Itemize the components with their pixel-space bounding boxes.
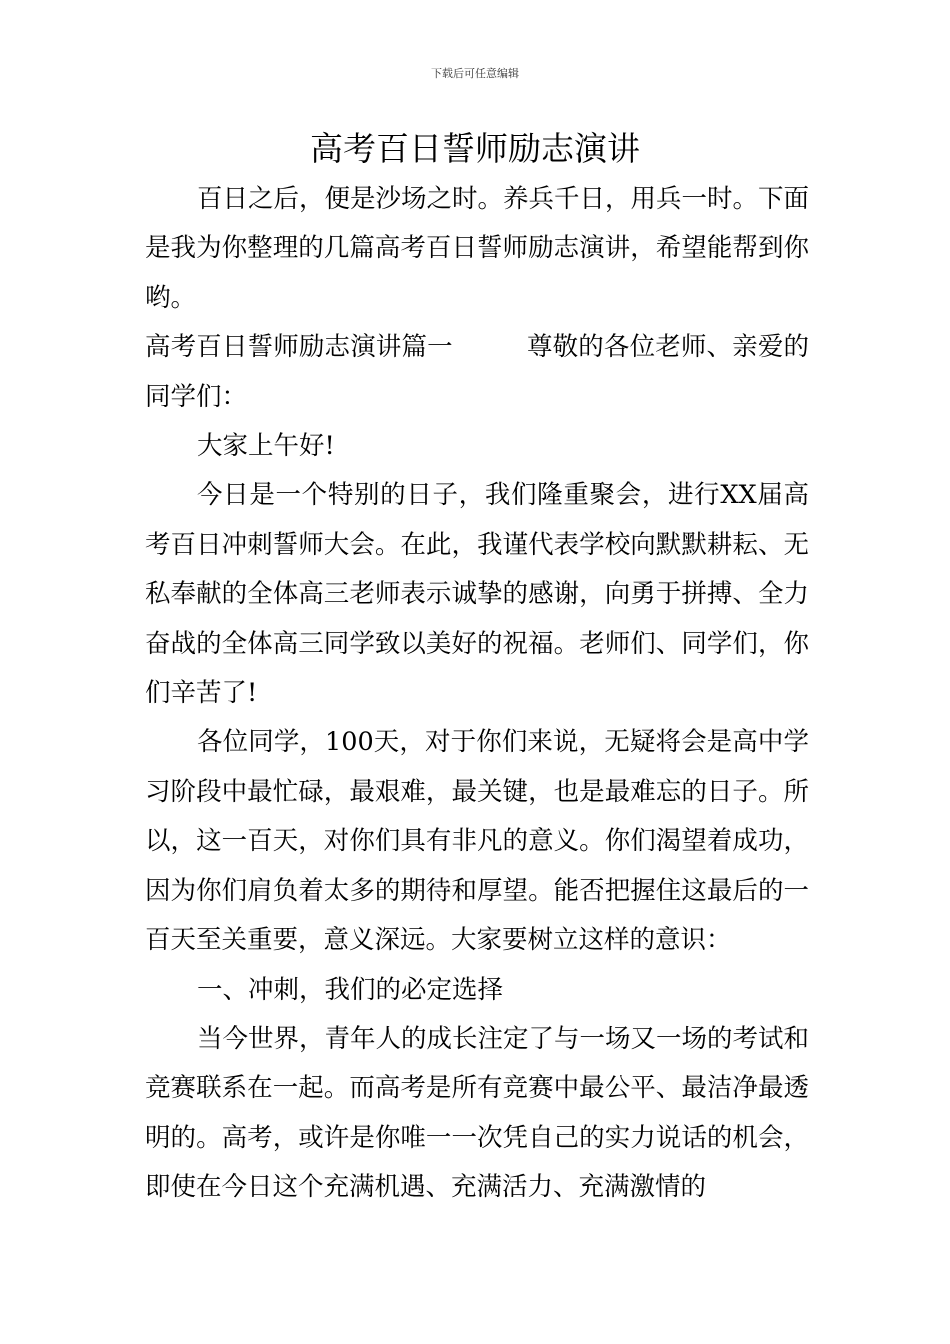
- header-note: 下载后可任意编辑: [431, 67, 519, 80]
- section-heading: 高考百日誓师励志演讲篇一: [145, 332, 453, 363]
- salutation: 尊敬的各位老师、亲爱的同学们：: [145, 332, 809, 412]
- subheading-paragraph: 一、冲刺，我们的必定选择: [197, 974, 504, 1005]
- document-title: 高考百日誓师励志演讲: [310, 129, 640, 168]
- body-paragraph: 各位同学，100天，对于你们来说，无疑将会是高中学习阶段中最忙碌，最艰难，最关键，也是最难忘的日子。所以，这一百天，对你们具有非凡的意义。你们渴望着成功，因为你们肩负着太多的期待和厚望。能否把握住这最后的一百天至关重要，意义深远。大家要树立这样的意识：: [145, 727, 809, 956]
- intro-paragraph: 百日之后，便是沙场之时。养兵千日，用兵一时。下面是我为你整理的几篇高考百日誓师励志演讲，希望能帮到你哟。: [145, 184, 810, 313]
- body-paragraph: 当今世界，青年人的成长注定了与一场又一场的考试和竞赛联系在一起。而高考是所有竞赛中最公平、最洁净最透明的。高考，或许是你唯一一次凭自己的实力说话的机会，即使在今日这个充满机遇、充满活力、充满激情的: [145, 1023, 810, 1203]
- greeting-paragraph: 大家上午好!: [197, 431, 335, 462]
- section-heading-line: [145, 323, 809, 422]
- document-body: [145, 175, 809, 1213]
- body-paragraph: 今日是一个特别的日子，我们隆重聚会，进行XX届高考百日冲刺誓师大会。在此，我谨代表学校向默默耕耘、无私奉献的全体高三老师表示诚挚的感谢，向勇于拼搏、全力奋战的全体高三同学致以美好的祝福。老师们、同学们，你们辛苦了!: [145, 480, 809, 709]
